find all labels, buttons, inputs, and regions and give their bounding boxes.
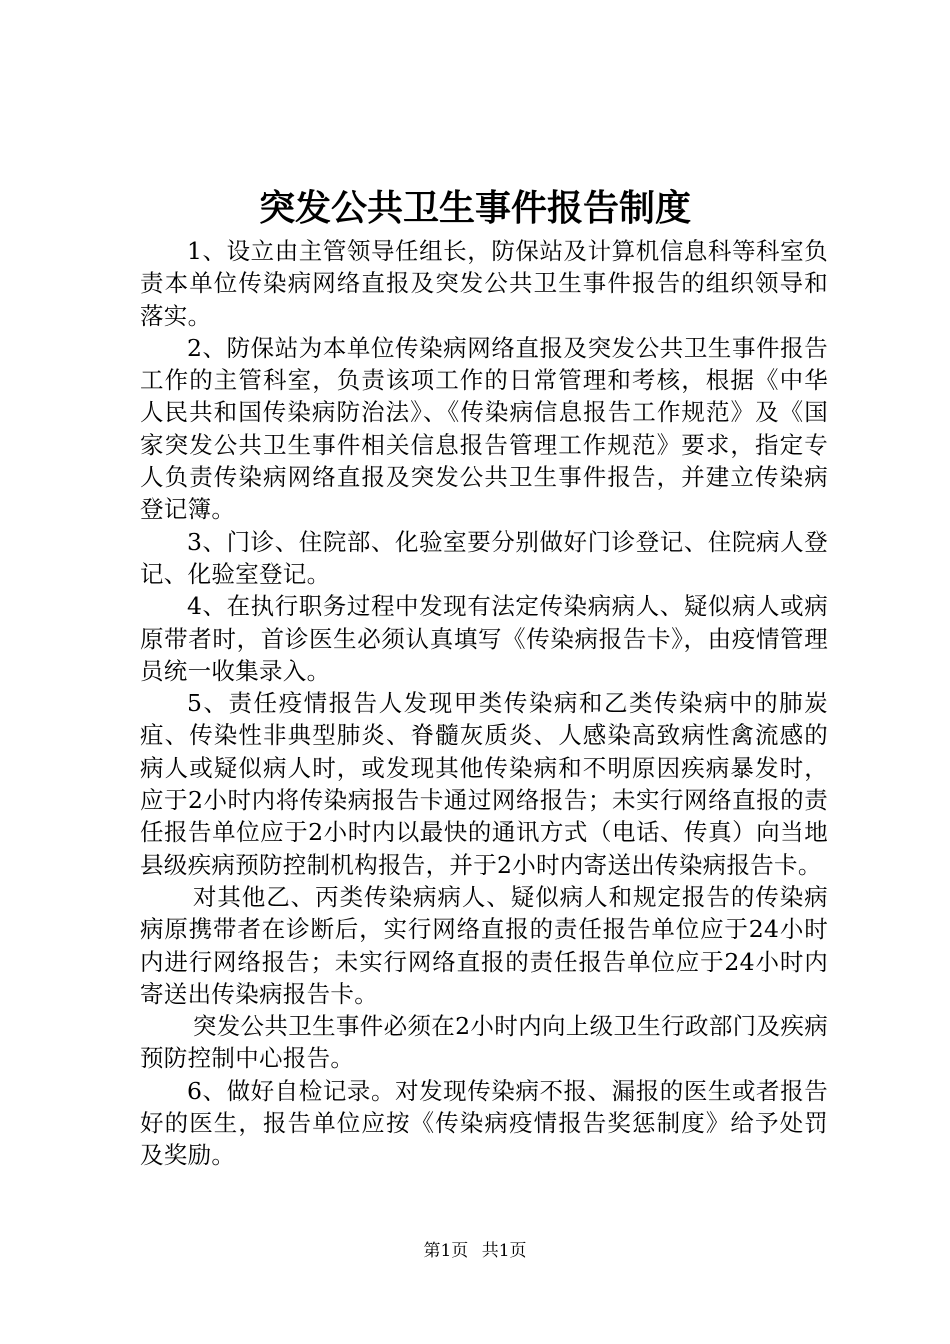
page-footer bbox=[0, 1240, 950, 1262]
paragraph-5: 5、责任疫情报告人发现甲类传染病和乙类传染病中的肺炭疽、传染性非典型肺炎、脊髓灰质炎、人感染高致病性禽流感的病人或疑似病人时，或发现其他传染病和不明原因疾病暴发时，应于2小时内将传染病报告卡通过网络报告；未实行网络直报的责任报告单位应于2小时内以最快的通讯方式（电话、传真）向当地县级疾病预防控制机构报告，并于2小时内寄送出传染病报告卡。 bbox=[140, 689, 828, 879]
paragraph-4: 4、在执行职务过程中发现有法定传染病病人、疑似病人或病原带者时，首诊医生必须认真填写《传染病报告卡》，由疫情管理员统一收集录入。 bbox=[140, 592, 828, 685]
paragraph-7: 突发公共卫生事件必须在2小时内向上级卫生行政部门及疾病预防控制中心报告。 bbox=[140, 1012, 828, 1073]
document-title: 突发公共卫生事件报告制度 bbox=[258, 187, 691, 229]
paragraph-1: 1、设立由主管领导任组长，防保站及计算机信息科等科室负责本单位传染病网络直报及突发公共卫生事件报告的组织领导和落实。 bbox=[140, 237, 828, 330]
paragraph-8: 6、做好自检记录。对发现传染病不报、漏报的医生或者报告好的医生，报告单位应按《传染病疫情报告奖惩制度》给予处罚及奖励。 bbox=[140, 1076, 828, 1170]
page-total: 共1页 bbox=[481, 1241, 527, 1261]
document-body bbox=[140, 235, 828, 1172]
paragraph-6: 对其他乙、丙类传染病病人、疑似病人和规定报告的传染病病原携带者在诊断后，实行网络直报的责任报告单位应于24小时内进行网络报告；未实行网络直报的责任报告单位应于24小时内寄送出传染病报告卡。 bbox=[140, 882, 828, 1008]
paragraph-2: 2、防保站为本单位传染病网络直报及突发公共卫生事件报告工作的主管科室，负责该项工作的日常管理和考核，根据《中华人民共和国传染病防治法》、《传染病信息报告工作规范》及《国家突发公共卫生事件相关信息报告管理工作规范》要求，指定专人负责传染病网络直报及突发公共卫生事件报告，并建立传染病登记簿。 bbox=[140, 333, 828, 524]
paragraph-3: 3、门诊、住院部、化验室要分别做好门诊登记、住院病人登记、化验室登记。 bbox=[140, 527, 828, 588]
page-number: 第1页 bbox=[423, 1241, 469, 1261]
